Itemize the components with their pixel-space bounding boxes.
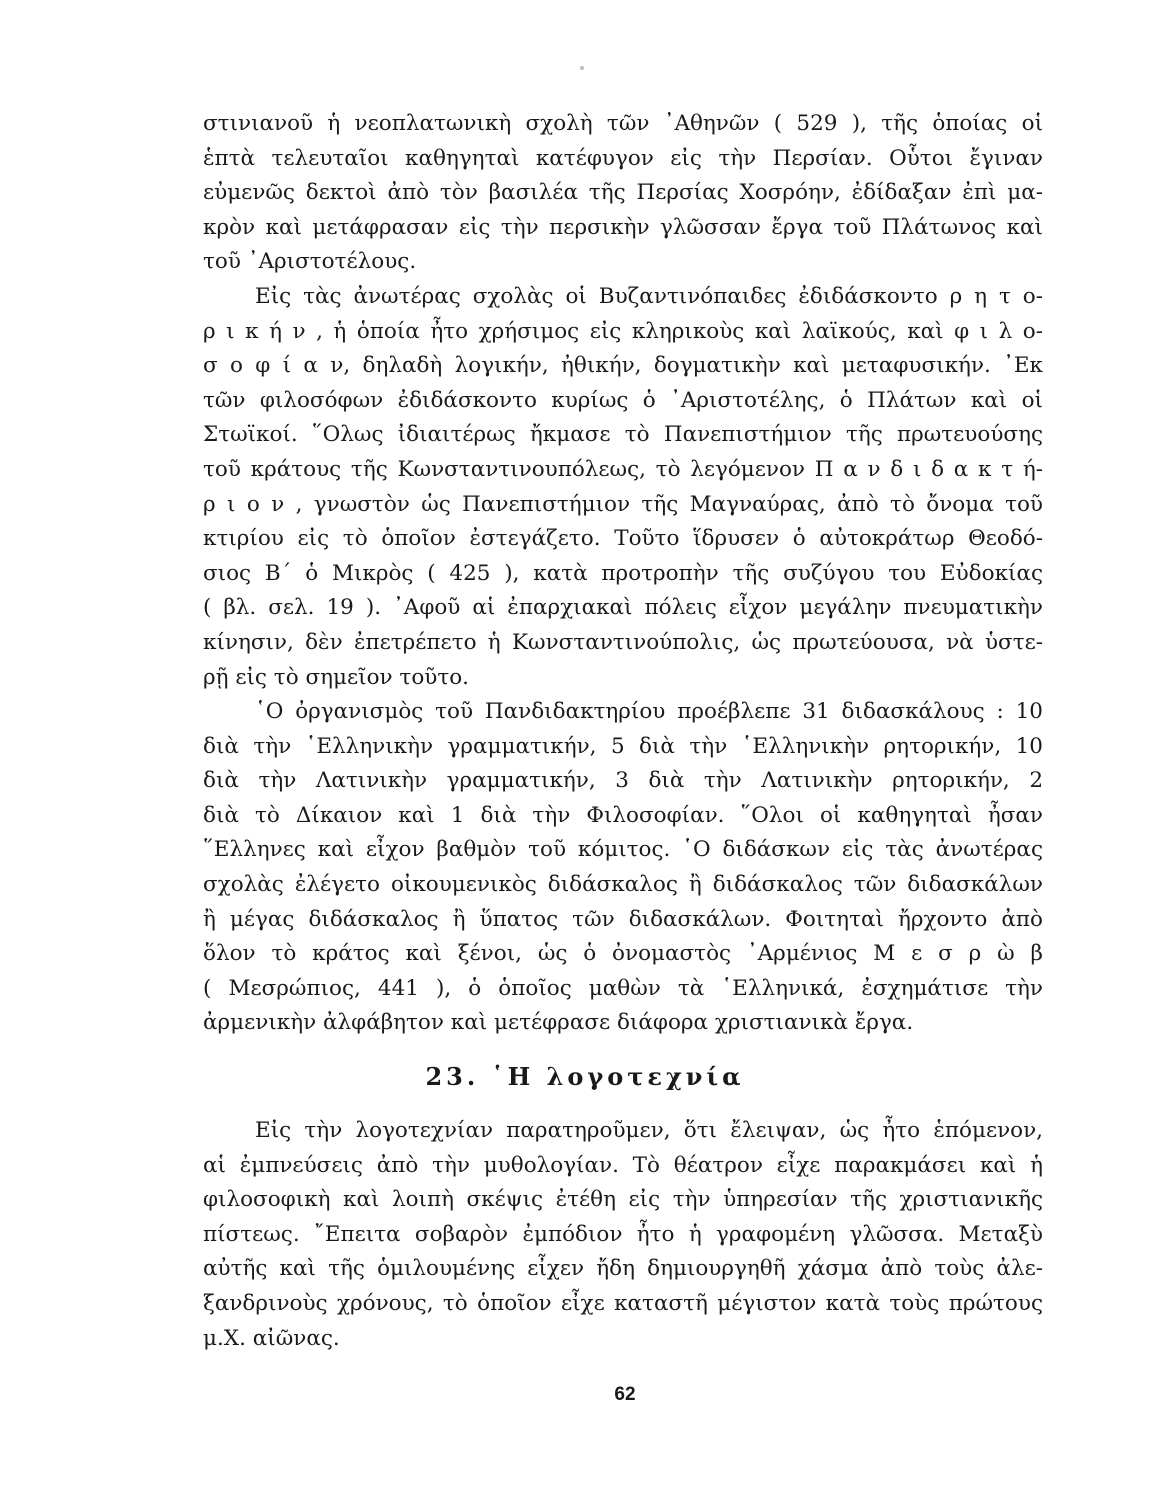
text-line: διὰ τὸ Δίκαιον καὶ 1 διὰ τὴν Φιλοσοφίαν. ῞Ολοι οἱ καθηγηταὶ ἦσαν	[203, 802, 1043, 828]
text-line: ρῇ εἰς τὸ σημεῖον τοῦτο.	[203, 664, 469, 690]
text-line: φιλοσοφικὴ καὶ λοιπὴ σκέψις ἐτέθη εἰς τὴν ὑπηρεσίαν τῆς χριστιανικῆς	[203, 1187, 1043, 1213]
section-heading: 23. ῾Η λογοτεχνία	[425, 1062, 745, 1091]
text-line: τοῦ ᾿Αριστοτέλους.	[203, 249, 417, 275]
text-line: αἱ ἐμπνεύσεις ἀπὸ τὴν μυθολογίαν. Τὸ θέατρον εἶχε παρακμάσει καὶ ἡ	[203, 1152, 1043, 1178]
body-text	[203, 107, 1043, 1041]
text-line: σχολὰς ἐλέγετο οἰκουμενικὸς διδάσκαλος ἢ διδάσκαλος τῶν διδασκάλων	[203, 872, 1043, 898]
text-line: κτιρίου εἰς τὸ ὁποῖον ἐστεγάζετο. Τοῦτο ἵδρυσεν ὁ αὐτοκράτωρ Θεοδό-	[203, 526, 1043, 552]
text-line: σ ο φ ί α ν, δηλαδὴ λογικήν, ἠθικήν, δογματικὴν καὶ μεταφυσικήν. ᾿Εκ	[203, 353, 1043, 379]
text-line: σιος Β΄ ὁ Μικρὸς ( 425 ), κατὰ προτροπὴν τῆς συζύγου του Εὐδοκίας	[203, 560, 1043, 586]
text-line: πίστεως. ῎Επειτα σοβαρὸν ἐμπόδιον ἦτο ἡ γραφομένη γλῶσσα. Μεταξὺ	[203, 1221, 1043, 1247]
text-line: ῞Ελληνες καὶ εἶχον βαθμὸν τοῦ κόμιτος. ῾Ο διδάσκων εἰς τὰς ἀνωτέρας	[203, 837, 1043, 863]
text-line: διὰ τὴν Λατινικὴν γραμματικήν, 3 διὰ τὴν Λατινικὴν ρητορικήν, 2	[203, 768, 1043, 794]
text-line: Στωϊκοί. ῞Ολως ἰδιαιτέρως ἤκμασε τὸ Πανεπιστήμιον τῆς πρωτευούσης	[203, 422, 1043, 448]
text-line: ὅλον τὸ κράτος καὶ ξένοι, ὡς ὁ ὀνομαστὸς ᾿Αρμένιος Μ ε σ ρ ὼ β	[203, 941, 1043, 967]
text-line: τῶν φιλοσόφων ἐδιδάσκοντο κυρίως ὁ ᾿Αριστοτέλης, ὁ Πλάτων καὶ οἱ	[203, 387, 1043, 413]
paper-speck	[580, 66, 584, 70]
text-line: αὐτῆς καὶ τῆς ὁμιλουμένης εἶχεν ἤδη δημιουργηθῆ χάσμα ἀπὸ τοὺς ἀλε-	[203, 1256, 1043, 1282]
body-text	[203, 1114, 1043, 1356]
page-number: 62	[614, 1384, 636, 1405]
text-line: ἀρμενικὴν ἀλφάβητον καὶ μετέφρασε διάφορα χριστιανικὰ ἔργα.	[203, 1010, 914, 1036]
text-line: ἢ μέγας διδάσκαλος ἢ ὕπατος τῶν διδασκάλων. Φοιτηταὶ ἤρχοντο ἀπὸ	[203, 906, 1043, 932]
text-line: μ.Χ. αἰῶνας.	[203, 1325, 340, 1351]
text-line: κίνησιν, δὲν ἐπετρέπετο ἡ Κωνσταντινούπολις, ὡς πρωτεύουσα, νὰ ὑστε-	[203, 629, 1043, 655]
text-line: Εἰς τὴν λογοτεχνίαν παρατηροῦμεν, ὅτι ἔλειψαν, ὡς ἦτο ἑπόμενον,	[255, 1118, 1043, 1143]
text-line: ῾Ο ὀργανισμὸς τοῦ Πανδιδακτηρίου προέβλεπε 31 διδασκάλους : 10	[255, 699, 1043, 725]
text-line: ( Μεσρώπιος, 441 ), ὁ ὁποῖος μαθὼν τὰ ῾Ελληνικά, ἐσχημάτισε τὴν	[203, 975, 1043, 1001]
text-line: ξανδρινοὺς χρόνους, τὸ ὁποῖον εἶχε καταστῆ μέγιστον κατὰ τοὺς πρώτους	[203, 1290, 1043, 1316]
text-line: στινιανοῦ ἡ νεοπλατωνικὴ σχολὴ τῶν ᾿Αθηνῶν ( 529 ), τῆς ὁποίας οἱ	[203, 111, 1043, 136]
text-line: ρ ι ο ν , γνωστὸν ὡς Πανεπιστήμιον τῆς Μαγναύρας, ἀπὸ τὸ ὄνομα τοῦ	[203, 491, 1043, 517]
text-line: κρὸν καὶ μετάφρασαν εἰς τὴν περσικὴν γλῶσσαν ἔργα τοῦ Πλάτωνος καὶ	[203, 214, 1043, 240]
text-line: ρ ι κ ή ν , ἡ ὁποία ἦτο χρήσιμος εἰς κληρικοὺς καὶ λαϊκούς, καὶ φ ι λ ο-	[203, 318, 1043, 344]
text-line: τοῦ κράτους τῆς Κωνσταντινουπόλεως, τὸ λεγόμενον Π α ν δ ι δ α κ τ ή-	[203, 456, 1043, 482]
text-line: διὰ τὴν ῾Ελληνικὴν γραμματικήν, 5 διὰ τὴν ῾Ελληνικὴν ρητορικήν, 10	[203, 733, 1043, 759]
text-line: ( βλ. σελ. 19 ). ᾿Αφοῦ αἱ ἐπαρχιακαὶ πόλεις εἶχον μεγάλην πνευματικὴν	[203, 595, 1043, 621]
text-line: εὐμενῶς δεκτοὶ ἀπὸ τὸν βασιλέα τῆς Περσίας Χοσρόην, ἐδίδαξαν ἐπὶ μα-	[203, 180, 1043, 206]
text-line: Εἰς τὰς ἀνωτέρας σχολὰς οἱ Βυζαντινόπαιδες ἐδιδάσκοντο ρ η τ ο-	[255, 283, 1043, 309]
text-line: ἑπτὰ τελευταῖοι καθηγηταὶ κατέφυγον εἰς τὴν Περσίαν. Οὗτοι ἔγιναν	[203, 145, 1043, 171]
